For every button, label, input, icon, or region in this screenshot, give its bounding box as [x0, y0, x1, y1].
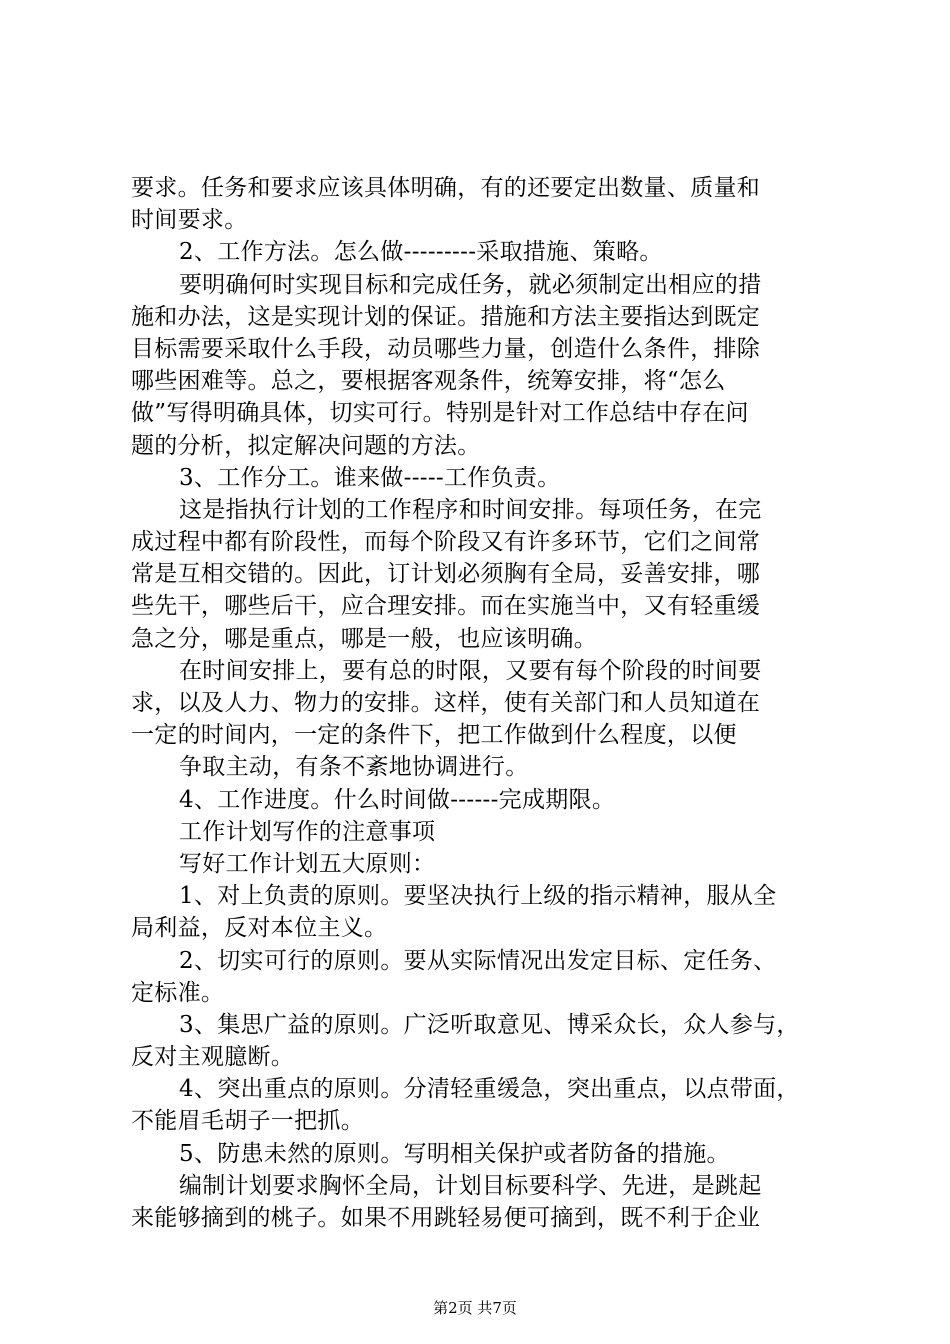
text-line: 不能眉毛胡子一把抓。 — [131, 1108, 364, 1135]
page-footer: 第2页 共7页 — [433, 1299, 517, 1317]
text-line: 4、工作进度。什么时间做------完成期限。 — [179, 786, 616, 813]
text-line: 求，以及人力、物力的安排。这样，使有关部门和人员知道在 — [131, 690, 761, 716]
text-line: 在时间安排上，要有总的时限，又要有每个阶段的时间要 — [179, 657, 762, 684]
body-text — [131, 172, 835, 1234]
text-line: 时间要求。 — [131, 207, 248, 234]
text-line: 3、工作分工。谁来做-----工作负责。 — [179, 464, 561, 491]
text-line: 要明确何时实现目标和完成任务，就必须制定出相应的措 — [179, 271, 762, 298]
text-line: 要求。任务和要求应该具体明确，有的还要定出数量、质量和 — [131, 175, 761, 201]
text-line: 争取主动，有条不紊地协调进行。 — [179, 754, 529, 781]
text-line: 来能够摘到的桃子。如果不用跳轻易便可摘到，既不利于企业 — [131, 1205, 761, 1231]
text-line: 5、防患未然的原则。写明相关保护或者防备的措施。 — [179, 1140, 730, 1167]
text-line: 工作计划写作的注意事项 — [179, 818, 436, 845]
text-line: 3、集思广益的原则。广泛听取意见、博采众长，众人参与， — [179, 1011, 800, 1038]
text-line: 1、对上负责的原则。要坚决执行上级的指示精神，服从全 — [179, 883, 777, 910]
text-line: 一定的时间内，一定的条件下，把工作做到什么程度，以便 — [131, 722, 737, 749]
text-line: 定标准。 — [131, 979, 225, 1006]
text-line: 目标需要采取什么手段，动员哪些力量，创造什么条件，排除 — [131, 335, 761, 362]
text-line: 2、工作方法。怎么做---------采取措施、策略。 — [179, 239, 663, 266]
text-line: 些先干，哪些后干，应合理安排。而在实施当中，又有轻重缓 — [131, 593, 761, 620]
text-line: 编制计划要求胸怀全局，计划目标要科学、先进，是跳起 — [179, 1172, 762, 1199]
text-line: 2、切实可行的原则。要从实际情况出发定目标、定任务、 — [179, 947, 777, 974]
text-line: 题的分析，拟定解决问题的方法。 — [131, 432, 481, 459]
text-line: 写好工作计划五大原则： — [179, 850, 436, 877]
text-line: 这是指执行计划的工作程序和时间安排。每项任务，在完 — [179, 496, 762, 523]
text-line: 施和办法，这是实现计划的保证。措施和方法主要指达到既定 — [131, 303, 761, 330]
text-line: 哪些困难等。总之，要根据客观条件，统筹安排，将“怎么 — [131, 368, 726, 395]
text-line: 急之分，哪是重点，哪是一般，也应该明确。 — [131, 625, 597, 652]
text-line: 反对主观臆断。 — [131, 1044, 295, 1071]
text-line: 4、突出重点的原则。分清轻重缓急，突出重点，以点带面， — [179, 1076, 800, 1103]
text-line: 常是互相交错的。因此，订计划必须胸有全局，妥善安排，哪 — [131, 561, 761, 588]
text-line: 成过程中都有阶段性，而每个阶段又有许多环节，它们之间常 — [131, 529, 761, 556]
text-line: 局利益，反对本位主义。 — [131, 915, 388, 942]
text-line: 做”写得明确具体，切实可行。特别是针对工作总结中存在问 — [131, 400, 749, 427]
